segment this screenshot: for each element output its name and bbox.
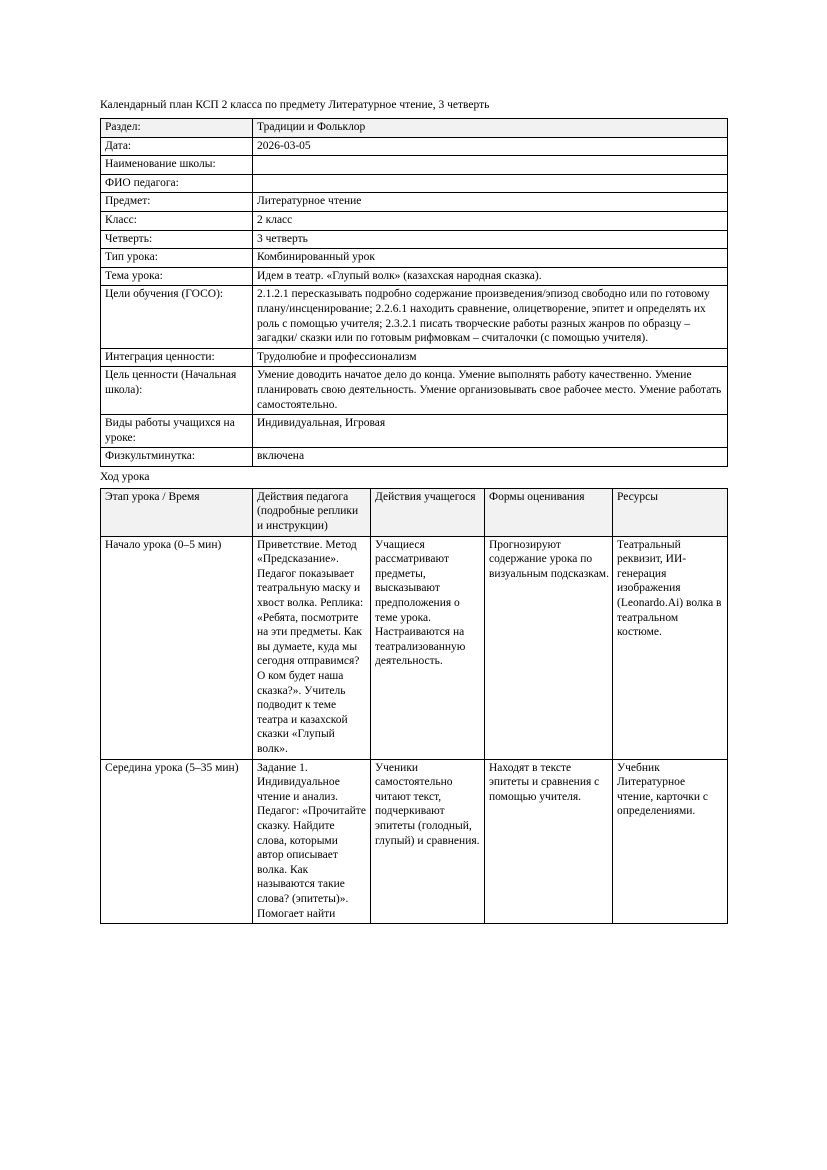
- info-label-cell: Класс:: [101, 211, 253, 230]
- info-label-cell: Предмет:: [101, 193, 253, 212]
- info-value-cell: Литературное чтение: [253, 193, 728, 212]
- lesson-info-body: [101, 119, 728, 467]
- table-row: [101, 286, 728, 348]
- info-value-cell: Умение доводить начатое дело до конца. Умение выполнять работу качественно. Умение планировать свою деятельность. Умение организовывать свое рабочее место. Умение работать самостоятельно.: [253, 367, 728, 415]
- table-row: [101, 348, 728, 367]
- info-label-cell: Наименование школы:: [101, 156, 253, 175]
- table-row: [101, 211, 728, 230]
- table-row: [101, 230, 728, 249]
- col-header-stage: Этап урока / Время: [101, 488, 253, 536]
- info-value-cell: 3 четверть: [253, 230, 728, 249]
- table-row: [101, 174, 728, 193]
- assessment-cell: Находят в тексте эпитеты и сравнения с помощью учителя.: [485, 759, 613, 924]
- info-label-cell: Четверть:: [101, 230, 253, 249]
- page-title: Календарный план КСП 2 класса по предмету Литературное чтение, 3 четверть: [100, 99, 490, 111]
- info-label-cell: Виды работы учащихся на уроке:: [101, 415, 253, 448]
- table-row: [101, 415, 728, 448]
- table-row: [101, 759, 728, 924]
- info-value-cell: Трудолюбие и профессионализм: [253, 348, 728, 367]
- table-row: [101, 367, 728, 415]
- table-row: [101, 267, 728, 286]
- info-label-cell: Интеграция ценности:: [101, 348, 253, 367]
- table-row: [101, 536, 728, 759]
- info-label-cell: Физкультминутка:: [101, 448, 253, 467]
- table-header-row: [101, 488, 728, 536]
- info-value-cell: Идем в театр. «Глупый волк» (казахская народная сказка).: [253, 267, 728, 286]
- lesson-flow-body: [101, 536, 728, 923]
- info-value-cell: [253, 156, 728, 175]
- resources-cell: Учебник Литературное чтение, карточки с определениями.: [613, 759, 728, 924]
- table-row: [101, 156, 728, 175]
- info-label-cell: ФИО педагога:: [101, 174, 253, 193]
- info-value-cell: [253, 174, 728, 193]
- info-value-cell: Традиции и Фольклор: [253, 119, 728, 138]
- table-row: [101, 193, 728, 212]
- teacher-actions-cell: Приветствие. Метод «Предсказание». Педагог показывает театральную маску и хвост волка. Реплика: «Ребята, посмотрите на эти предметы. Как вы думаете, куда мы сегодня отправимся? О ком будет наша сказка?». Учитель подводит к теме театра и казахской сказки «Глупый волк».: [253, 536, 371, 759]
- info-value-cell: Индивидуальная, Игровая: [253, 415, 728, 448]
- info-value-cell: 2 класс: [253, 211, 728, 230]
- col-header-resources: Ресурсы: [613, 488, 728, 536]
- info-label-cell: Цели обучения (ГОСО):: [101, 286, 253, 348]
- table-row: [101, 137, 728, 156]
- info-value-cell: 2.1.2.1 пересказывать подробно содержание произведения/эпизод свободно или по готовому плану/инсценирование; 2.2.6.1 находить сравнение, олицетворение, эпитет и определять их роль с помощью учителя; 2.3.2.1 писать творческие работы разных жанров по образцу – загадки/ сказки или по готовым рифмовкам – считалочки (с помощью учителя).: [253, 286, 728, 348]
- info-label-cell: Тип урока:: [101, 249, 253, 268]
- assessment-cell: Прогнозируют содержание урока по визуальным подсказкам.: [485, 536, 613, 759]
- lesson-flow-heading: Ход урока: [100, 470, 150, 483]
- col-header-assessment: Формы оценивания: [485, 488, 613, 536]
- lesson-flow-table: [100, 488, 728, 924]
- stage-cell: Середина урока (5–35 мин): [101, 759, 253, 924]
- info-label-cell: Дата:: [101, 137, 253, 156]
- table-row: [101, 448, 728, 467]
- info-value-cell: Комбинированный урок: [253, 249, 728, 268]
- info-value-cell: включена: [253, 448, 728, 467]
- info-label-cell: Тема урока:: [101, 267, 253, 286]
- table-row: [101, 119, 728, 138]
- lesson-flow-header: [101, 488, 728, 536]
- student-actions-cell: Учащиеся рассматривают предметы, высказывают предположения о теме урока. Настраиваются на театрализованную деятельность.: [371, 536, 485, 759]
- info-value-cell: 2026-03-05: [253, 137, 728, 156]
- info-label-cell: Раздел:: [101, 119, 253, 138]
- col-header-student: Действия учащегося: [371, 488, 485, 536]
- lesson-info-table: [100, 118, 728, 467]
- col-header-teacher: Действия педагога (подробные реплики и инструкции): [253, 488, 371, 536]
- info-label-cell: Цель ценности (Начальная школа):: [101, 367, 253, 415]
- teacher-actions-cell: Задание 1. Индивидуальное чтение и анализ. Педагог: «Прочитайте сказку. Найдите слова, которыми автор описывает волка. Как называются такие слова? (эпитеты)». Помогает найти: [253, 759, 371, 924]
- student-actions-cell: Ученики самостоятельно читают текст, подчеркивают эпитеты (голодный, глупый) и сравнения.: [371, 759, 485, 924]
- resources-cell: Театральный реквизит, ИИ-генерация изображения (Leonardo.Ai) волка в театральном костюме.: [613, 536, 728, 759]
- table-row: [101, 249, 728, 268]
- stage-cell: Начало урока (0–5 мин): [101, 536, 253, 759]
